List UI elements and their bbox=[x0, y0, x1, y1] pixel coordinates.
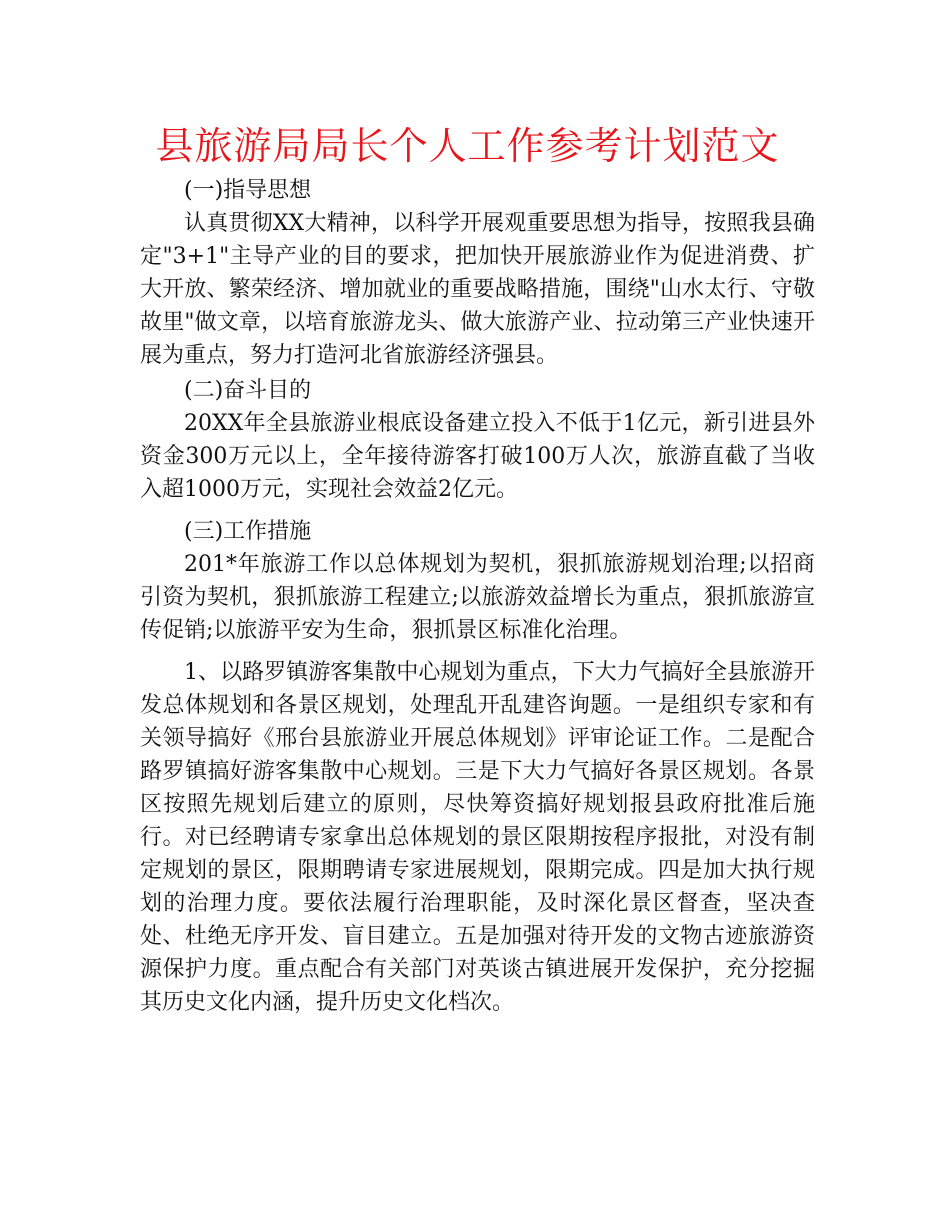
paragraph: 认真贯彻XX大精神，以科学开展观重要思想为指导，按照我县确定"3+1"主导产业的目的要求，把加快开展旅游业作为促进消费、扩大开放、繁荣经济、增加就业的重要战略措施，围绕"山水太行、守敬故里"做文章，以培育旅游龙头、做大旅游产业、拉动第三产业快速开展为重点，努力打造河北省旅游经济强县。 bbox=[140, 211, 815, 368]
paragraph: 201*年旅游工作以总体规划为契机，狠抓旅游规划治理;以招商引资为契机，狠抓旅游工程建立;以旅游效益增长为重点，狠抓旅游宣传促销;以旅游平安为生命，狠抓景区标准化治理。 bbox=[140, 552, 815, 643]
section-heading-3: (三)工作措施 bbox=[184, 519, 312, 544]
paragraph: 1、以路罗镇游客集散中心规划为重点，下大力气搞好全县旅游开发总体规划和各景区规划，处理乱开乱建咨询题。一是组织专家和有关领导搞好《邢台县旅游业开展总体规划》评审论证工作。二是配合路罗镇搞好游客集散中心规划。三是下大力气搞好各景区规划。各景区按照先规划后建立的原则，尽快筹资搞好规划报县政府批准后施行。对已经聘请专家拿出总体规划的景区限期按程序报批，对没有制定规划的景区，限期聘请专家进展规划，限期完成。四是加大执行规划的治理力度。要依法履行治理职能，及时深化景区督查，坚决查处、杜绝无序开发、盲目建立。五是加强对待开发的文物古迹旅游资源保护力度。重点配合有关部门对英谈古镇进展开发保护，充分挖掘其历史文化内涵，提升历史文化档次。 bbox=[140, 660, 815, 1015]
document-title: 县旅游局局长个人工作参考计划范文 bbox=[155, 124, 780, 168]
section-heading-1: (一)指导思想 bbox=[184, 178, 312, 203]
paragraph: 20XX年全县旅游业根底设备建立投入不低于1亿元，新引进县外资金300万元以上，全年接待游客打破100万人次，旅游直截了当收入超1000万元，实现社会效益2亿元。 bbox=[140, 411, 816, 502]
document-page bbox=[140, 120, 815, 1028]
section-heading-2: (二)奋斗目的 bbox=[184, 378, 312, 403]
